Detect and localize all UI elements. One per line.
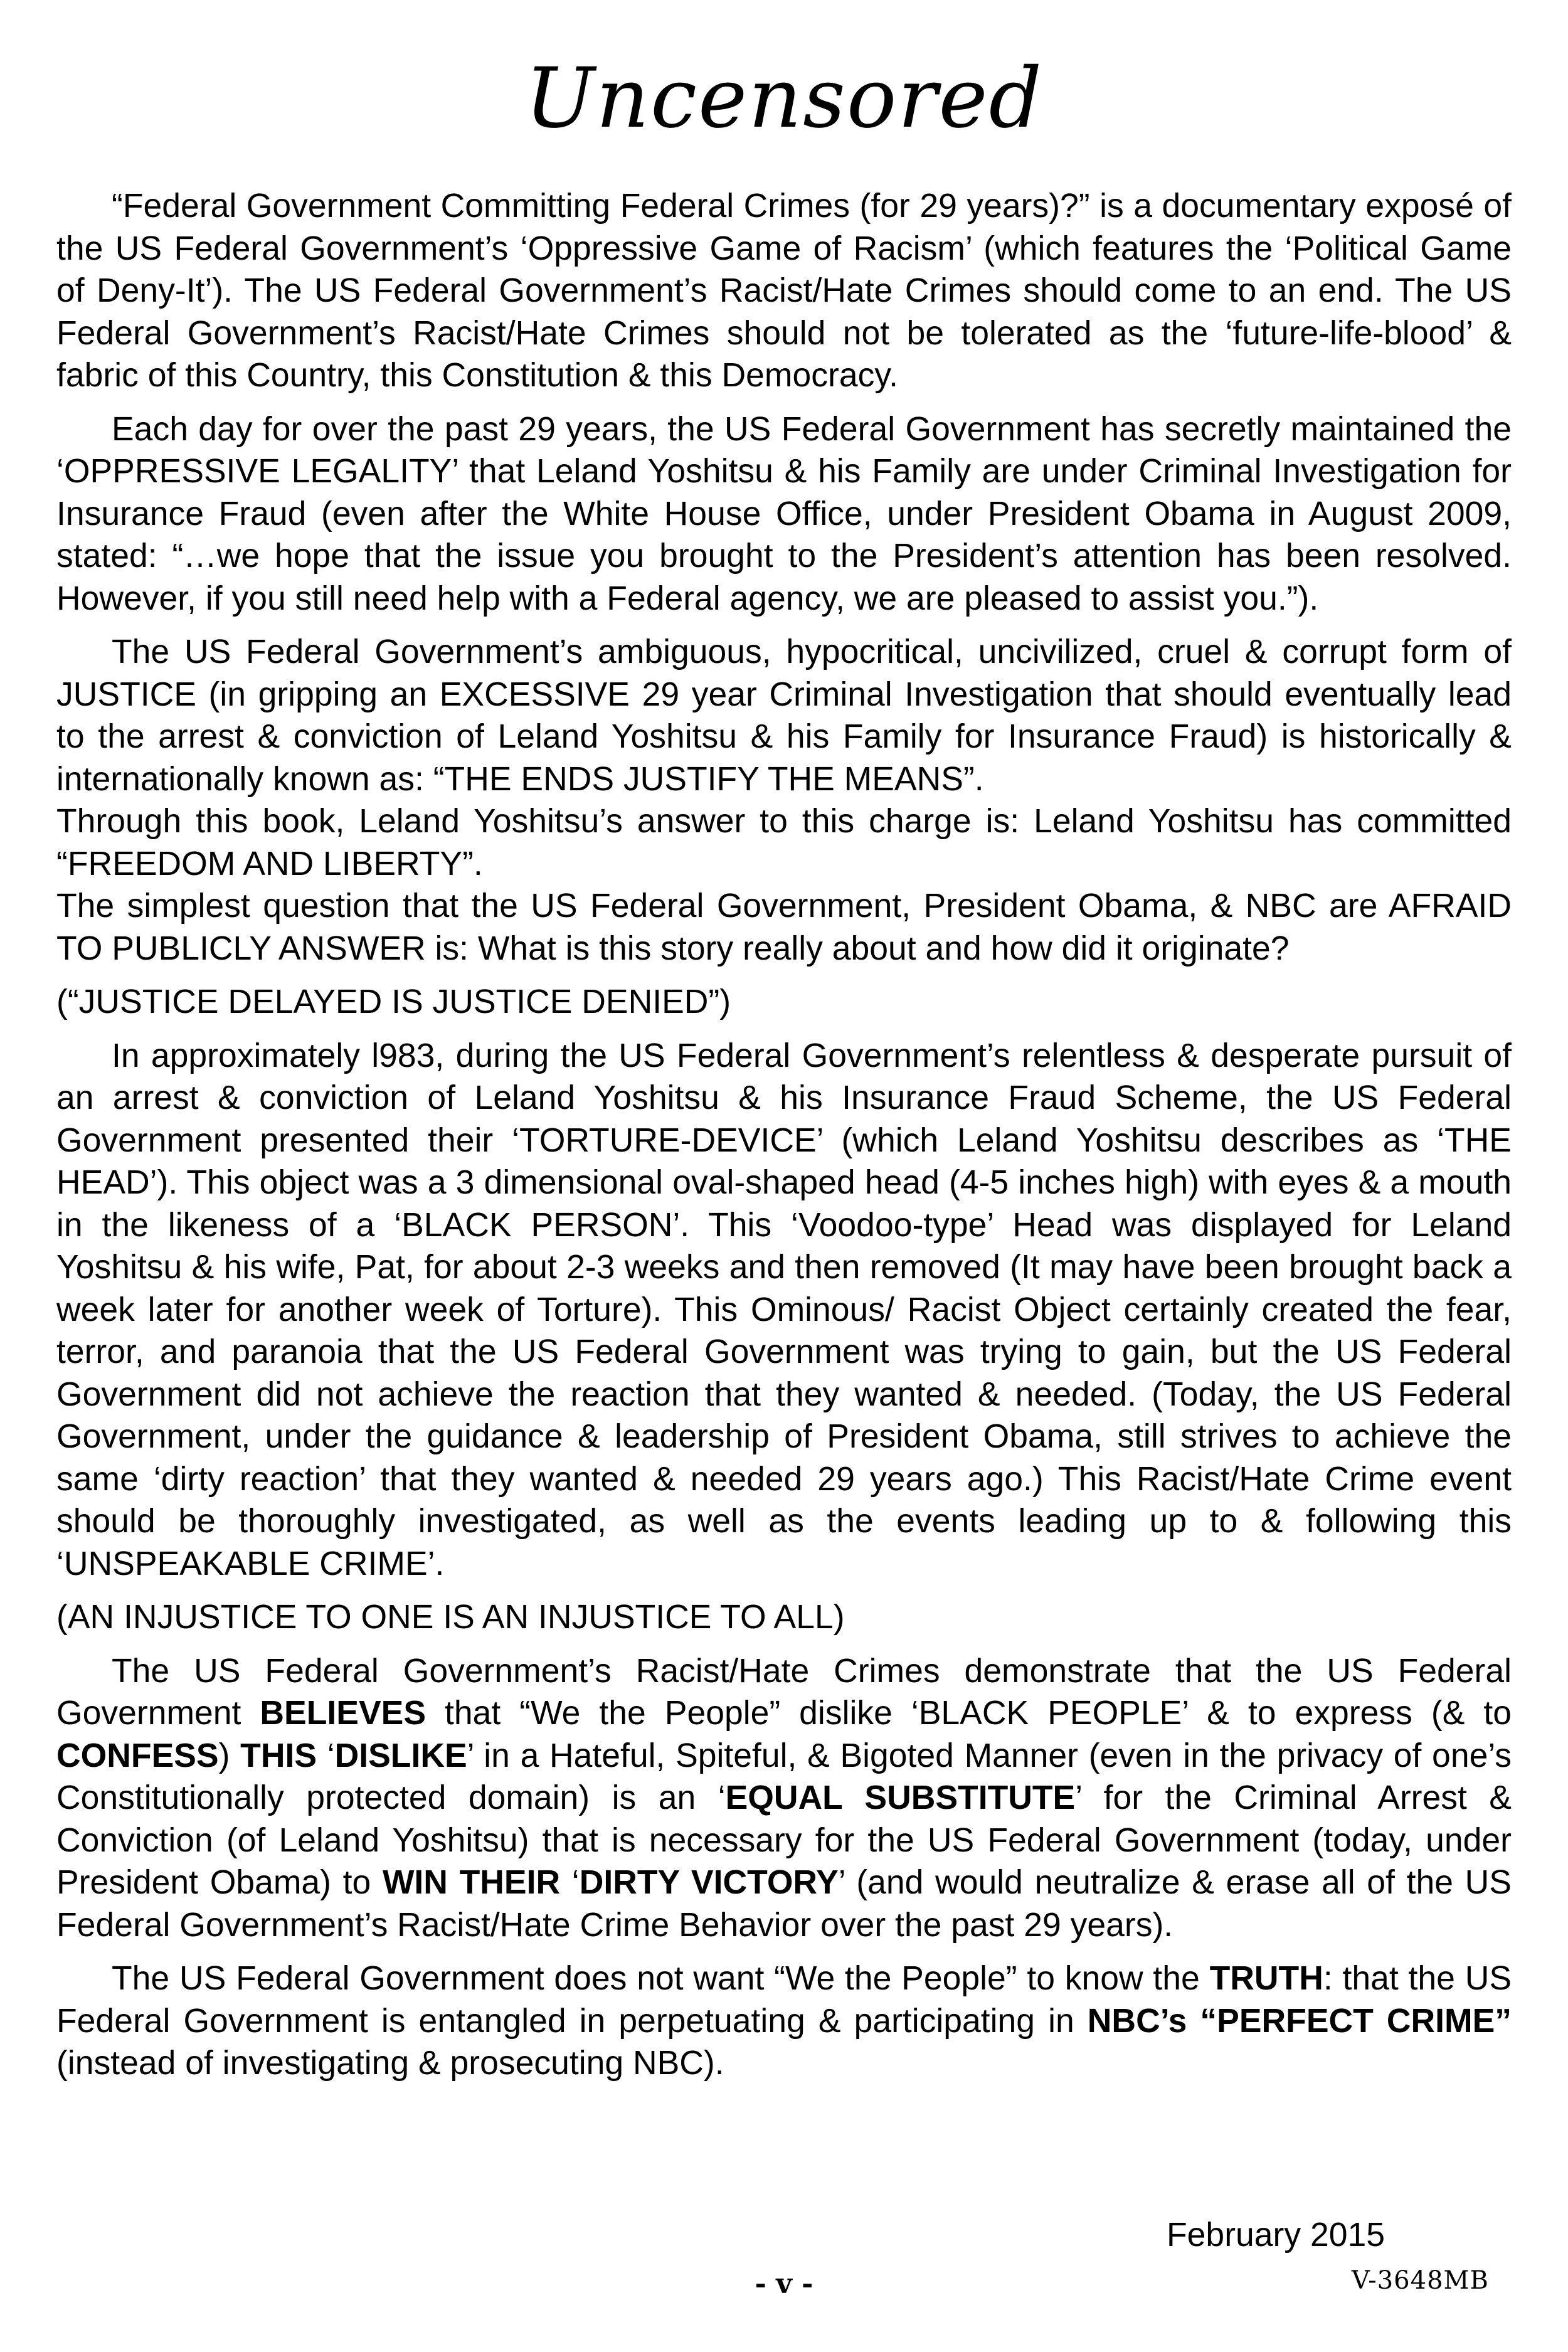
bold-text: DIRTY VICTORY xyxy=(579,1864,839,1901)
bold-text: CONFESS xyxy=(56,1737,219,1774)
text-segment: ‘ xyxy=(560,1864,580,1901)
text-segment: ) xyxy=(218,1737,241,1774)
body-text xyxy=(56,185,1512,2096)
bold-text: EQUAL SUBSTITUTE xyxy=(725,1779,1076,1816)
text-segment: “Federal Government Committing Federal Crimes (for 29 years)?” is a documentary exposé of the US Federal Government’s ‘Oppressive Game of Racism’ (which features the ‘Political Game of Deny-It’). The US Federal Government’s Racist/Hate Crimes should come to an end. The US Federal Government’s Racist/Hate Crimes should not be tolerated as the ‘future-life-blood’ & fabric of this Country, this Constitution & this Democracy. xyxy=(56,188,1512,394)
text-segment: ’ in a Hateful, Spiteful, & Bigoted Manner (even in the privacy of one’s Constitutionally protected domain) is an ‘ xyxy=(56,1737,1512,1816)
text-segment: ‘ xyxy=(317,1737,335,1774)
paragraph xyxy=(56,408,1512,620)
text-segment: Through this book, Leland Yoshitsu’s answer to this charge is: Leland Yoshitsu has committed “FREEDOM AND LIBERTY”. xyxy=(56,803,1512,882)
page-title: Uncensored xyxy=(524,50,1044,147)
paragraph xyxy=(56,1035,1512,1586)
text-segment: ’ for the Criminal Arrest & Conviction (of Leland Yoshitsu) that is necessary for the US Federal Government (today, under President Obama) to xyxy=(56,1779,1512,1901)
text-segment: Each day for over the past 29 years, the US Federal Government has secretly maintained the ‘OPPRESSIVE LEGALITY’ that Leland Yoshitsu & his Family are under Criminal Investigation for Insurance Fraud (even after the White House Office, under President Obama in August 2009, stated: “…we hope that the issue you brought to the President’s attention has been resolved. However, if you still need help with a Federal agency, we are pleased to assist you.”). xyxy=(56,410,1512,617)
text-segment: The US Federal Government’s Racist/Hate Crimes demonstrate that the US Federal Government xyxy=(56,1652,1512,1732)
text-segment: that “We the People” dislike ‘BLACK PEOPLE’ & to express (& to xyxy=(426,1695,1512,1732)
bold-text: TRUTH xyxy=(1209,1960,1323,1997)
text-segment: (AN INJUSTICE TO ONE IS AN INJUSTICE TO ALL) xyxy=(56,1599,845,1636)
text-segment: The US Federal Government’s ambiguous, hypocritical, uncivilized, cruel & corrupt form of JUSTICE (in gripping an EXCESSIVE 29 year Criminal Investigation that should eventually lead to the arrest & conviction of Leland Yoshitsu & his Family for Insurance Fraud) is historically & internationally known as: “THE ENDS JUSTIFY THE MEANS”. xyxy=(56,633,1512,798)
text-segment: The simplest question that the US Federal Government, President Obama, & NBC are AFRAID TO PUBLICLY ANSWER is: What is this story really about and how did it originate? xyxy=(56,887,1512,967)
bold-text: THIS xyxy=(240,1737,317,1774)
text-segment: : that the US Federal Government is entangled in perpetuating & participating in xyxy=(56,1960,1512,2040)
page-number: - v - xyxy=(755,2268,813,2300)
paragraph xyxy=(56,800,1512,885)
paragraph xyxy=(56,1650,1512,1947)
text-segment: (instead of investigating & prosecuting NBC). xyxy=(56,2045,724,2082)
bold-text: BELIEVES xyxy=(260,1695,426,1732)
paragraph xyxy=(56,981,1512,1024)
bold-text: NBC’s “PERFECT CRIME” xyxy=(1087,2002,1512,2040)
paragraph xyxy=(56,1596,1512,1639)
paragraph xyxy=(56,1957,1512,2085)
date-line: February 2015 xyxy=(1167,2217,1385,2254)
text-segment: ’ (and would neutralize & erase all of the US Federal Government’s Racist/Hate Crime Behavior over the past 29 years). xyxy=(56,1864,1512,1944)
document-code: V-3648MB xyxy=(1352,2266,1489,2295)
paragraph xyxy=(56,185,1512,397)
bold-text: DISLIKE xyxy=(334,1737,467,1774)
text-segment: The US Federal Government does not want “We the People” to know the xyxy=(112,1960,1210,1997)
text-segment: (“JUSTICE DELAYED IS JUSTICE DENIED”) xyxy=(56,983,731,1020)
paragraph xyxy=(56,631,1512,800)
bold-text: WIN THEIR xyxy=(382,1864,561,1901)
text-segment: In approximately l983, during the US Federal Government’s relentless & desperate pursuit of an arrest & conviction of Leland Yoshitsu & his Insurance Fraud Scheme, the US Federal Government presented their ‘TORTURE-DEVICE’ (which Leland Yoshitsu describes as ‘THE HEAD’). This object was a 3 dimensional oval-shaped head (4-5 inches high) with eyes & a mouth in the likeness of a ‘BLACK PERSON’. This ‘Voodoo-type’ Head was displayed for Leland Yoshitsu & his wife, Pat, for about 2-3 weeks and then removed (It may have been brought back a week later for another week of Torture). This Ominous/ Racist Object certainly created the fear, terror, and paranoia that the US Federal Government was trying to gain, but the US Federal Government did not achieve the reaction that they wanted & needed. (Today, the US Federal Government, under the guidance & leadership of President Obama, still strives to achieve the same ‘dirty reaction’ that they wanted & needed 29 years ago.) This Racist/Hate Crime event should be thoroughly investigated, as well as the events leading up to & following this ‘UNSPEAKABLE CRIME’. xyxy=(56,1037,1512,1582)
paragraph xyxy=(56,885,1512,970)
